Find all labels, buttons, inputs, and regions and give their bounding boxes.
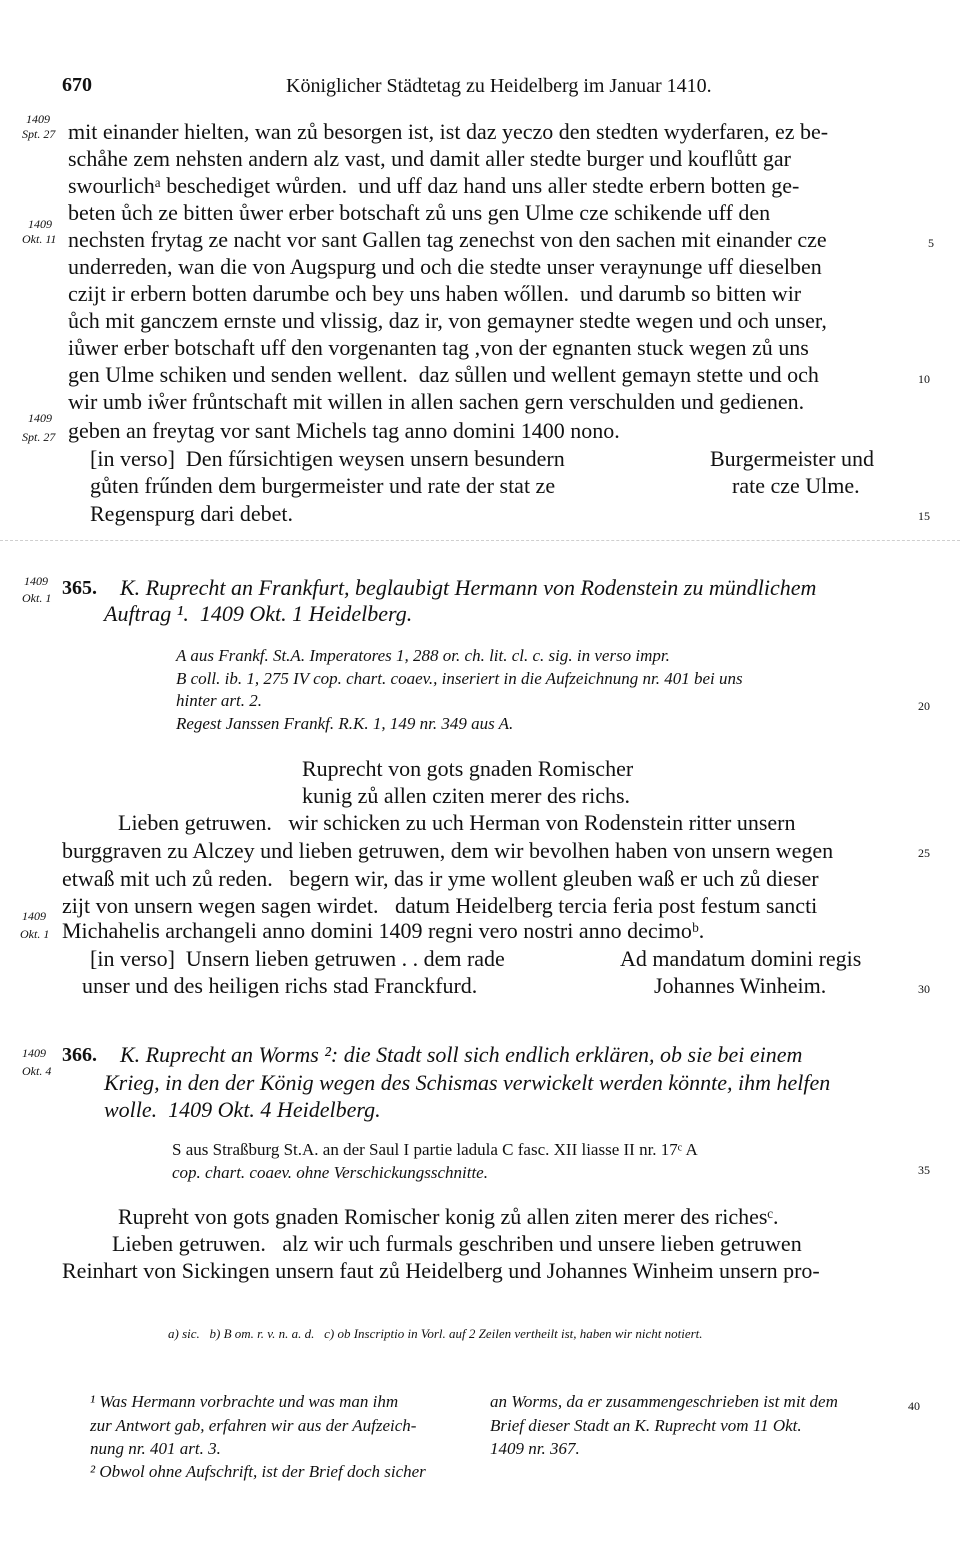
margin-date-year: 1409	[22, 1046, 46, 1060]
source-note: S aus Straßburg St.A. an der Saul I partie ladula C fasc. XII liasse II nr. 17ᶜ A	[172, 1140, 698, 1159]
page-number: 670	[62, 74, 92, 96]
text-line: ůch mit ganczem ernste und vlissig, daz ir, von gemayner stedte wegen und och unser,	[68, 308, 827, 333]
letter-body: burggraven zu Alczey und lieben getruwen, dem wir bevolhen haben von unsern wegen	[62, 838, 834, 863]
verso-address: [in verso] Den fűrsichtigen weysen unsern besundern	[90, 446, 565, 471]
footnote: nung nr. 401 art. 3.	[90, 1439, 221, 1458]
source-note: hinter art. 2.	[176, 691, 262, 710]
footnote: ¹ Was Hermann vorbrachte und was man ihm	[90, 1392, 399, 1411]
line-number: 30	[918, 982, 930, 996]
verso-address: Regenspurg dari debet.	[90, 501, 294, 526]
text-line: wir umb iẘer frůntschaft mit willen in allen sachen gern verschulden und gedienen.	[68, 389, 805, 414]
line-number: 5	[928, 236, 934, 250]
text-line: nechsten frytag ze nacht vor sant Gallen tag zenechst von den sachen mit einander cze	[68, 227, 827, 252]
document-number: 365.	[62, 577, 97, 599]
letter-body: Lieben getruwen. alz wir uch furmals geschriben und unsere lieben getruwen	[112, 1231, 802, 1256]
margin-date-year: 1409	[24, 574, 48, 588]
text-line: gen Ulme schiken und senden wellent. daz sůllen und wellent gemayn stette und och	[68, 362, 819, 387]
source-note: cop. chart. coaev. ohne Verschickungsschnitte.	[172, 1163, 488, 1182]
line-number: 10	[918, 372, 930, 386]
margin-date-year: 1409	[22, 909, 46, 923]
letter-body: Reinhart von Sickingen unsern faut zů Heidelberg und Johannes Winheim unsern pro-	[62, 1258, 820, 1283]
text-line: iůwer erber botschaft uff den vorgenanten tag ,von der egnanten stuck wegen zů uns	[68, 335, 809, 360]
document-title: Auftrag ¹. 1409 Okt. 1 Heidelberg.	[104, 601, 413, 626]
letter-body: zijt von unsern wegen sagen wirdet. datum Heidelberg tercia feria post festum sancti	[62, 893, 818, 918]
letter-body: etwaß mit uch zů reden. begern wir, das ir yme wollent gleuben waß er uch zů dieser	[62, 866, 819, 891]
footnote: ² Obwol ohne Aufschrift, ist der Brief doch sicher	[90, 1462, 426, 1481]
source-note: Regest Janssen Frankf. R.K. 1, 149 nr. 349 aus A.	[176, 714, 514, 733]
chancery-signature: Johannes Winheim.	[654, 973, 827, 998]
margin-date-day: Okt. 11	[22, 232, 57, 246]
section-divider	[0, 540, 960, 541]
margin-date-day: Okt. 1	[20, 927, 50, 941]
text-line: schåhe zem nehsten andern alz vast, und damit aller stedte burger und kouflůtt gar	[68, 146, 791, 171]
document-title: K. Ruprecht an Worms ²: die Stadt soll sich endlich erklären, ob sie bei einem	[120, 1042, 803, 1067]
footnote: Brief dieser Stadt an K. Ruprecht vom 11 Okt.	[490, 1416, 802, 1435]
margin-date-year: 1409	[26, 112, 50, 126]
margin-date-day: Okt. 4	[22, 1064, 52, 1078]
text-line: swourlichᵃ beschediget wůrden. und uff daz hand uns aller stedte erbern botten ge-	[68, 173, 800, 198]
document-title: Krieg, in den der König wegen des Schismas verwickelt werden könnte, ihm helfen	[104, 1070, 831, 1095]
verso-recipient: rate cze Ulme.	[732, 473, 860, 498]
footnote: zur Antwort gab, erfahren wir aus der Aufzeich-	[90, 1416, 417, 1435]
source-note: A aus Frankf. St.A. Imperatores 1, 288 or. ch. lit. cl. c. sig. in verso impr.	[176, 646, 670, 665]
line-number: 15	[918, 509, 930, 523]
intitulatio: Ruprecht von gots gnaden Romischer	[302, 756, 634, 781]
text-line: underreden, wan die von Augspurg und och die stedte unser veraynunge uff dieselben	[68, 254, 822, 279]
document-title: K. Ruprecht an Frankfurt, beglaubigt Hermann von Rodenstein zu mündlichem	[120, 575, 817, 600]
line-number: 25	[918, 846, 930, 860]
footnote: an Worms, da er zusammengeschrieben ist mit dem	[490, 1392, 838, 1411]
verso-address: [in verso] Unsern lieben getruwen . . dem rade	[90, 946, 505, 971]
text-line: beten ůch ze bitten ůwer erber botschaft zů uns gen Ulme cze schikende uff den	[68, 200, 771, 225]
line-number: 35	[918, 1163, 930, 1177]
letter-body: Lieben getruwen. wir schicken zu uch Herman von Rodenstein ritter unsern	[118, 810, 796, 835]
verso-address: unser und des heiligen richs stad Franckfurd.	[82, 973, 478, 998]
verso-address: gůten frűnden dem burgermeister und rate der stat ze	[90, 473, 556, 498]
margin-date-day: Okt. 1	[22, 591, 52, 605]
intitulatio: kunig zů allen cziten merer des richs.	[302, 783, 631, 808]
letter-body: Michahelis archangeli anno domini 1409 regni vero nostri anno decimoᵇ.	[62, 918, 705, 943]
critical-apparatus: a) sic. b) B om. r. v. n. a. d. c) ob Inscriptio in Vorl. auf 2 Zeilen vertheilt ist, haben wir nicht notiert.	[168, 1326, 703, 1341]
margin-date-day: Spt. 27	[22, 430, 56, 444]
text-line: mit einander hielten, wan zů besorgen ist, ist daz yeczo den stedten wyderfaren, ez be-	[68, 119, 829, 144]
line-number: 40	[908, 1399, 920, 1413]
running-title: Königlicher Städtetag zu Heidelberg im Januar 1410.	[286, 75, 712, 97]
margin-date-year: 1409	[28, 411, 52, 425]
document-title: wolle. 1409 Okt. 4 Heidelberg.	[104, 1097, 381, 1122]
source-note: B coll. ib. 1, 275 IV cop. chart. coaev., inseriert in die Aufzeichnung nr. 401 bei uns	[176, 669, 743, 688]
chancery-note: Ad mandatum domini regis	[620, 946, 862, 971]
margin-date-year: 1409	[28, 217, 52, 231]
footnote: 1409 nr. 367.	[490, 1439, 580, 1458]
text-line: czijt ir erbern botten darumbe och bey uns haben wőllen. und darumb so bitten wir	[68, 281, 802, 306]
margin-date-day: Spt. 27	[22, 127, 56, 141]
verso-recipient: Burgermeister und	[710, 446, 874, 471]
document-number: 366.	[62, 1044, 97, 1066]
line-number: 20	[918, 699, 930, 713]
letter-body: Rupreht von gots gnaden Romischer konig zů allen ziten merer des richesᶜ.	[118, 1204, 779, 1229]
text-line: geben an freytag vor sant Michels tag anno domini 1400 nono.	[68, 418, 620, 443]
